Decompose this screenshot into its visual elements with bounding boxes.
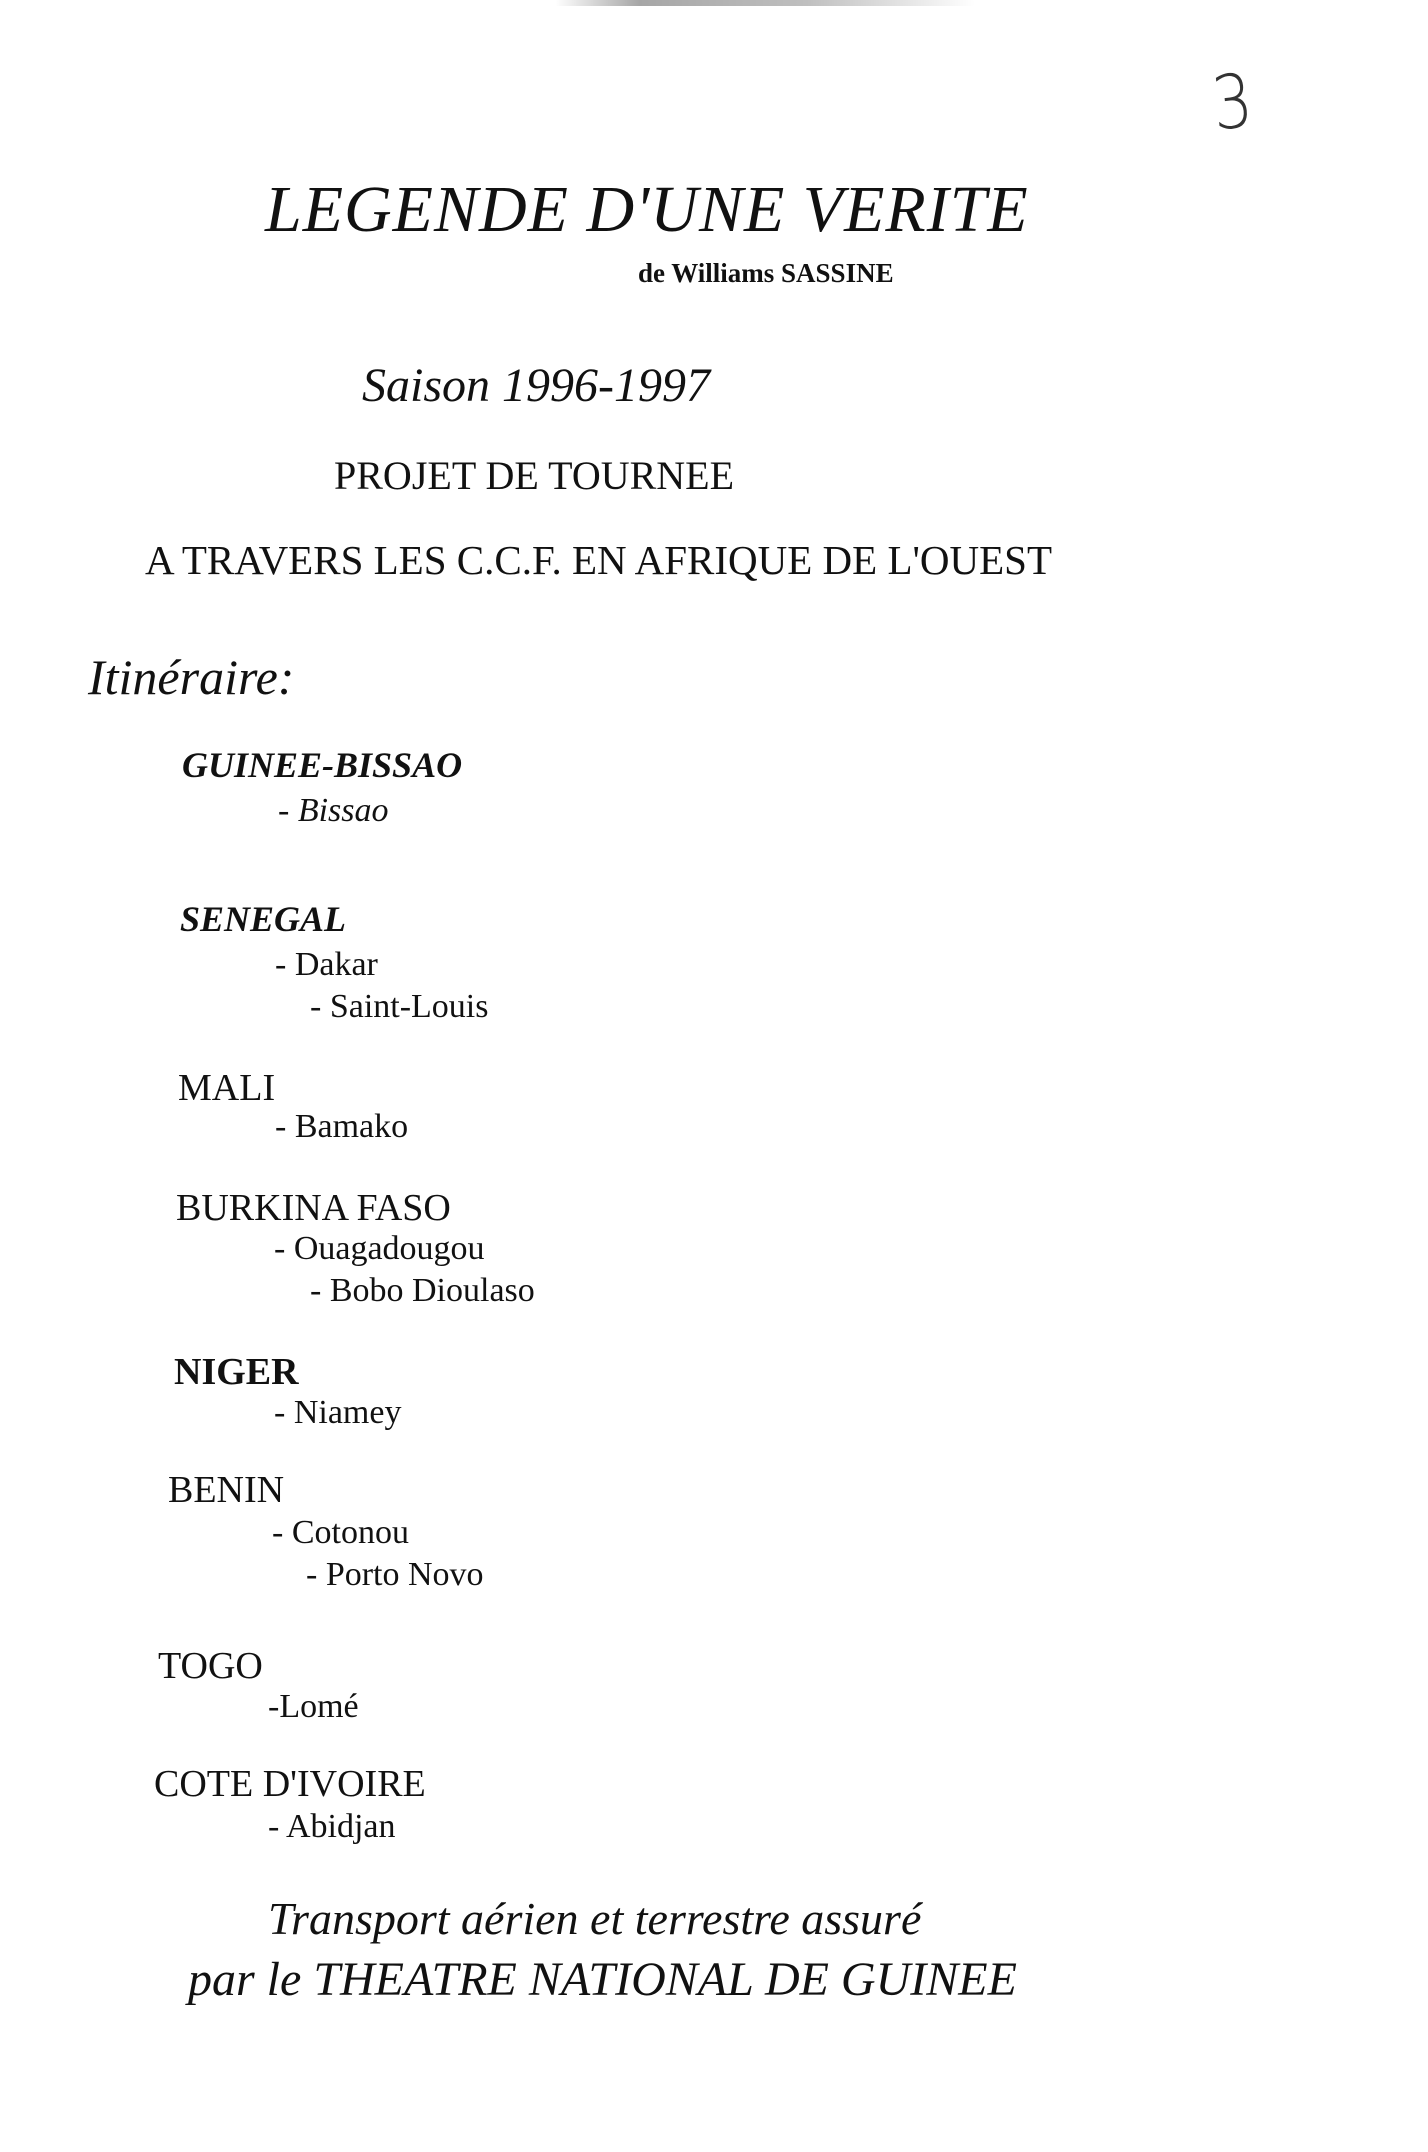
city-lome: -Lomé: [268, 1688, 359, 1725]
handwritten-page-number: 3: [1208, 57, 1257, 148]
route-line: A TRAVERS LES C.C.F. EN AFRIQUE DE L'OUEST: [145, 537, 1052, 583]
city-bissao: - Bissao: [278, 792, 389, 829]
country-niger: NIGER: [174, 1351, 299, 1393]
scan-smudge: [555, 0, 975, 6]
city-bamako: - Bamako: [275, 1108, 409, 1145]
country-togo: TOGO: [158, 1645, 263, 1687]
city-niamey: - Niamey: [274, 1394, 402, 1431]
project-line: PROJET DE TOURNEE: [334, 453, 735, 498]
city-abidjan: - Abidjan: [268, 1808, 396, 1845]
city-bobo-dioulaso: - Bobo Dioulaso: [310, 1272, 535, 1309]
country-mali: MALI: [178, 1067, 276, 1109]
author-line: de Williams SASSINE: [638, 258, 894, 288]
country-guinee-bissao: GUINEE-BISSAO: [182, 745, 463, 785]
itinerary-heading: Itinéraire:: [88, 649, 295, 705]
city-ouagadougou: - Ouagadougou: [274, 1230, 485, 1267]
city-dakar: - Dakar: [275, 946, 378, 983]
city-cotonou: - Cotonou: [272, 1514, 409, 1551]
city-porto-novo: - Porto Novo: [306, 1556, 484, 1593]
season-line: Saison 1996-1997: [362, 359, 710, 412]
transport-line-1: Transport aérien et terrestre assuré: [268, 1893, 922, 1944]
country-cote-divoire: COTE D'IVOIRE: [154, 1763, 426, 1805]
country-benin: BENIN: [168, 1469, 285, 1511]
transport-line-2: par le THEATRE NATIONAL DE GUINEE: [188, 1953, 1017, 2006]
city-saint-louis: - Saint-Louis: [310, 988, 489, 1025]
country-senegal: SENEGAL: [180, 899, 347, 939]
country-burkina-faso: BURKINA FASO: [176, 1187, 451, 1229]
document-title: LEGENDE D'UNE VERITE: [265, 173, 1029, 246]
